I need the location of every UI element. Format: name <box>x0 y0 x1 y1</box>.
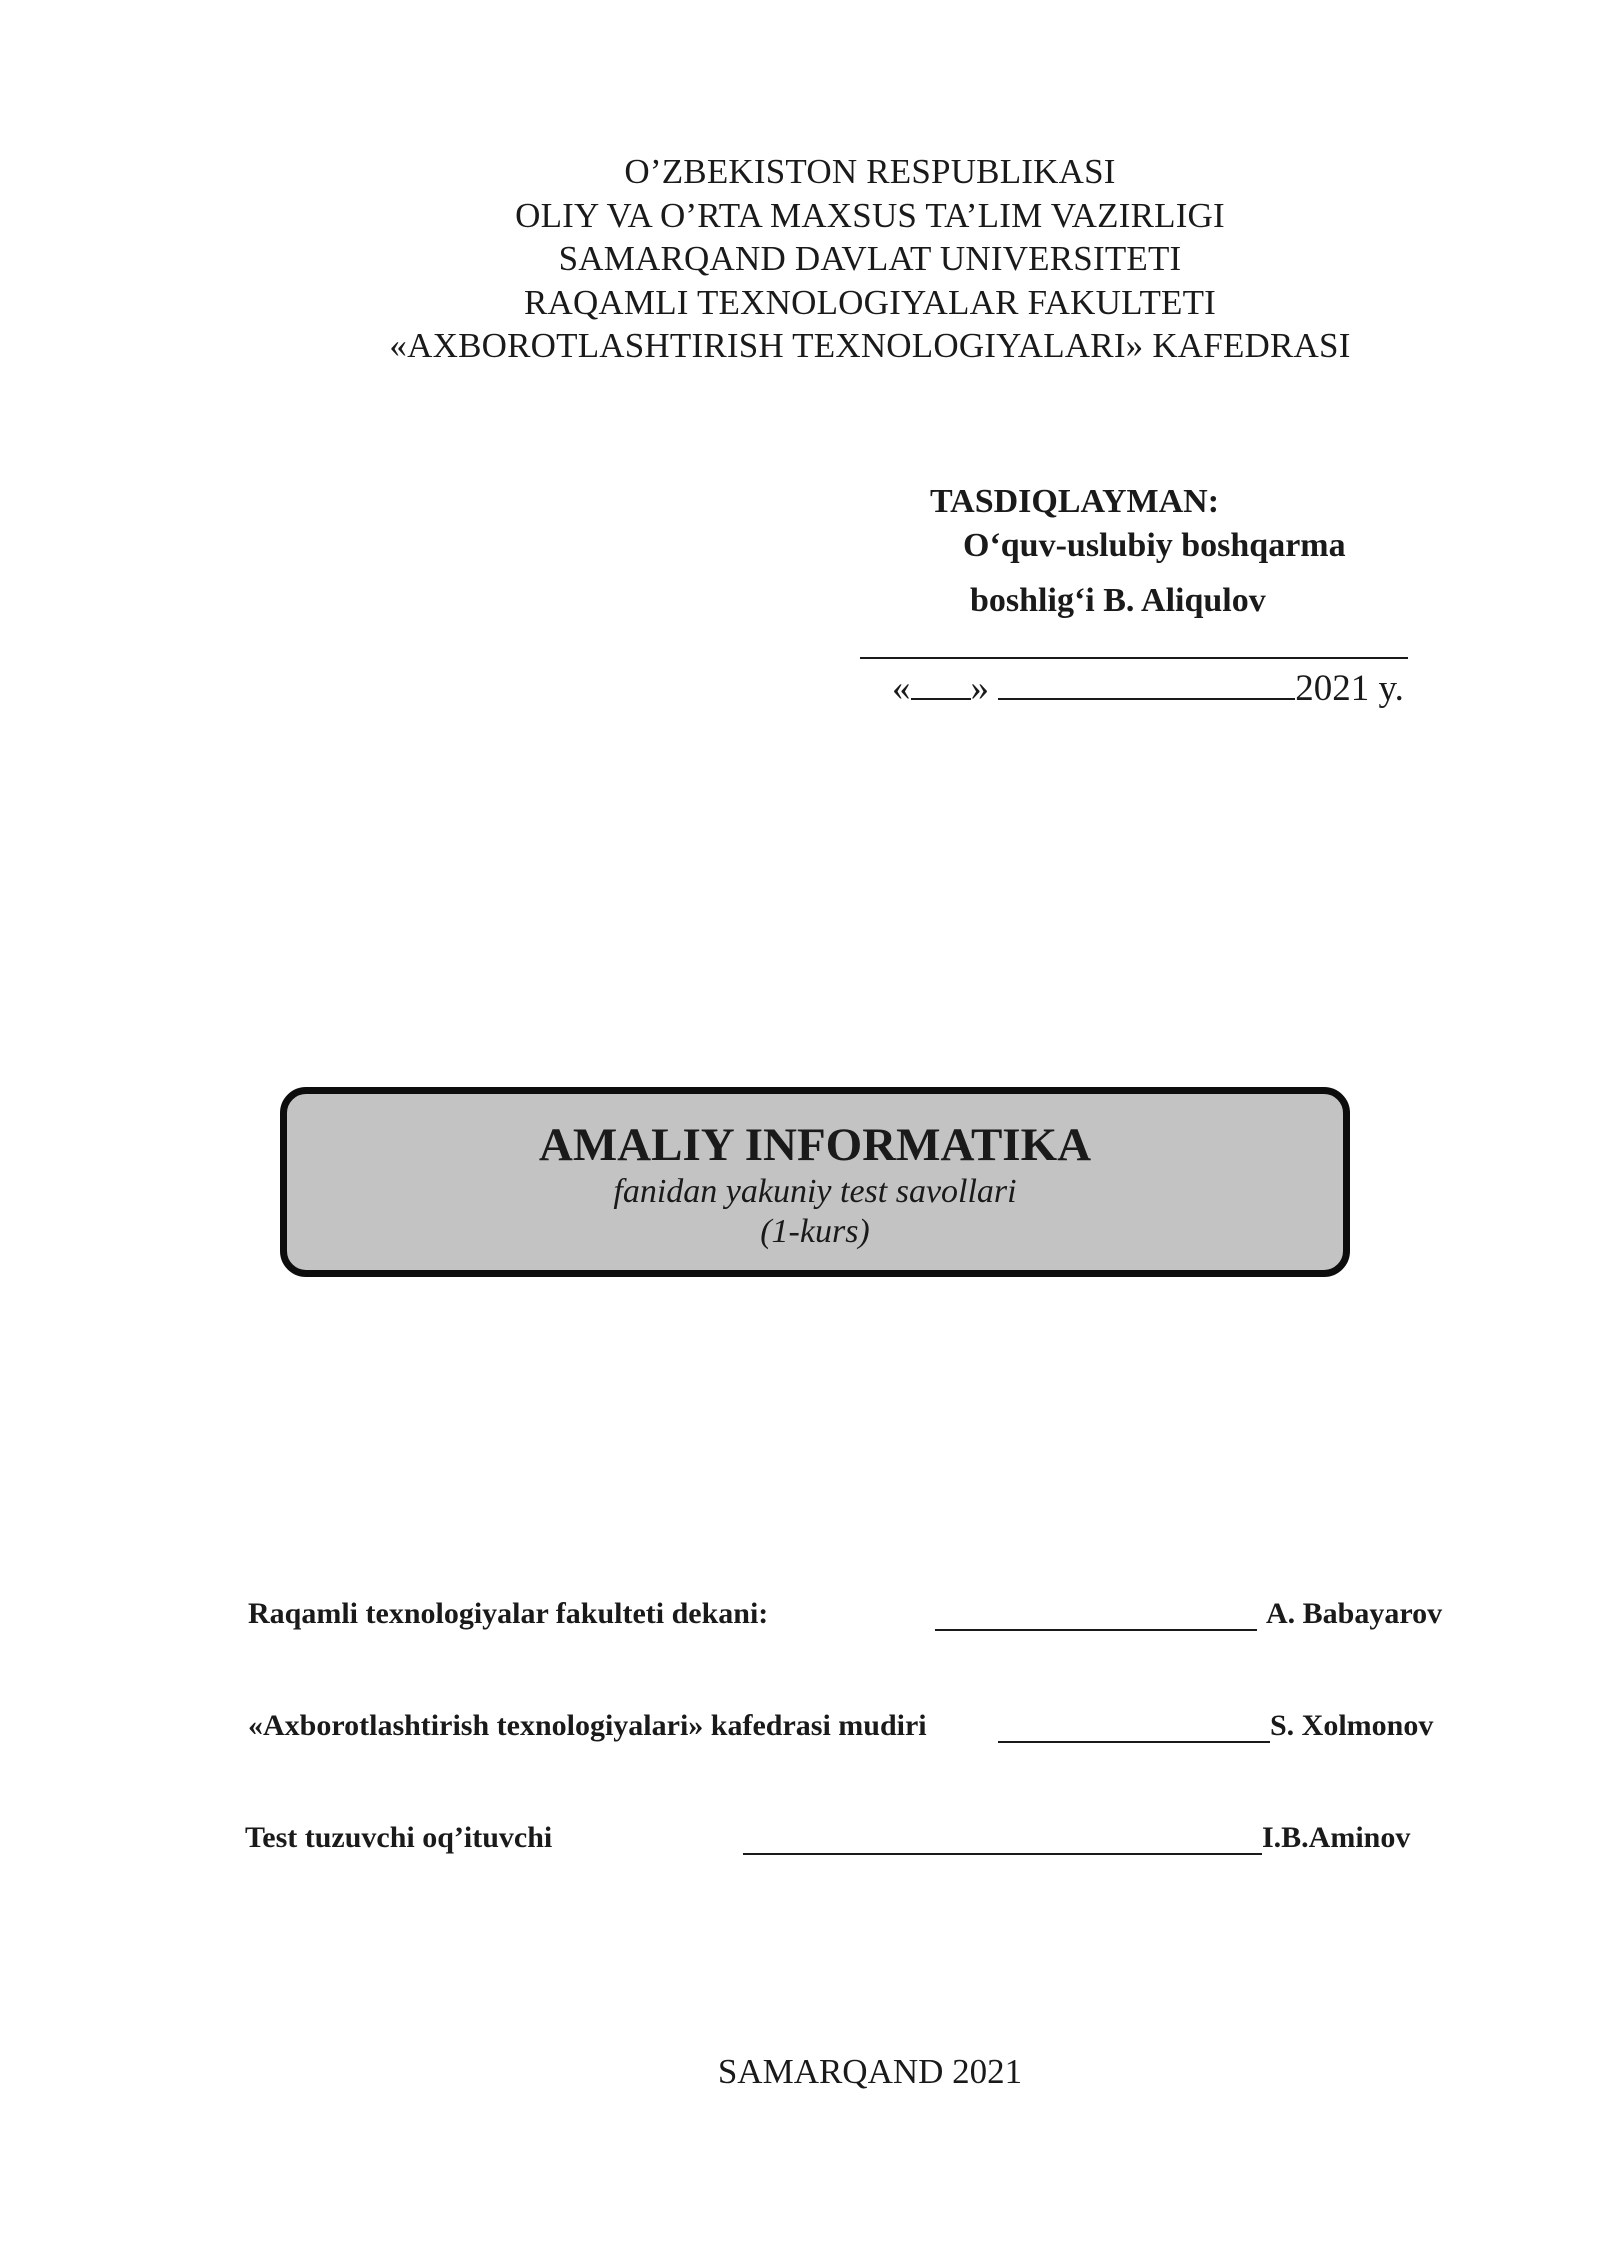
header-line-faculty: RAQAMLI TEXNOLOGIYALAR FAKULTETI <box>523 282 1217 322</box>
subject-subtitle: fanidan yakuniy test savollari <box>613 1173 1017 1210</box>
header-line-country: O’ZBEKISTON RESPUBLIKASI <box>624 152 1116 191</box>
signature-line <box>998 1741 1270 1743</box>
footer-city-year: SAMARQAND 2021 <box>717 2052 1023 2091</box>
signature-role: Raqamli texnologiyalar fakulteti dekani: <box>248 1597 769 1630</box>
approval-date-line <box>892 667 1404 710</box>
signature-role: «Axborotlashtirish texnologiyalari» kafedrasi mudiri <box>248 1709 927 1742</box>
approval-block <box>0 0 1600 720</box>
signature-role: Test tuzuvchi oq’ituvchi <box>245 1821 553 1854</box>
date-close-quote: » <box>970 668 989 709</box>
approval-signature-line <box>860 657 1408 659</box>
signature-name: A. Babayarov <box>1266 1597 1443 1630</box>
date-year: 2021 y. <box>1295 668 1404 709</box>
signature-line <box>743 1853 1262 1855</box>
header-line-university: SAMARQAND DAVLAT UNIVERSITETI <box>558 239 1182 278</box>
approval-heading: TASDIQLAYMAN: <box>930 483 1220 520</box>
signature-name: S. Xolmonov <box>1270 1709 1434 1742</box>
approval-position-line2: boshlig‘i B. Aliqulov <box>970 582 1266 619</box>
date-open-quote: « <box>892 668 911 709</box>
date-month-blank <box>998 668 1295 700</box>
header-line-ministry: OLIY VA O’RTA MAXSUS TA’LIM VAZIRLIGI <box>515 195 1225 235</box>
subject-title: AMALIY INFORMATIKA <box>538 1119 1092 1171</box>
signature-name: I.B.Aminov <box>1262 1821 1411 1854</box>
header-line-department: «AXBOROTLASHTIRISH TEXNOLOGIYALARI» KAFEDRASI <box>389 326 1351 365</box>
signature-line <box>935 1629 1257 1631</box>
date-day-blank <box>911 668 971 700</box>
course-label: (1-kurs) <box>760 1213 870 1250</box>
approval-position-line1: O‘quv-uslubiy boshqarma <box>963 527 1346 564</box>
title-box <box>280 1087 1350 1277</box>
